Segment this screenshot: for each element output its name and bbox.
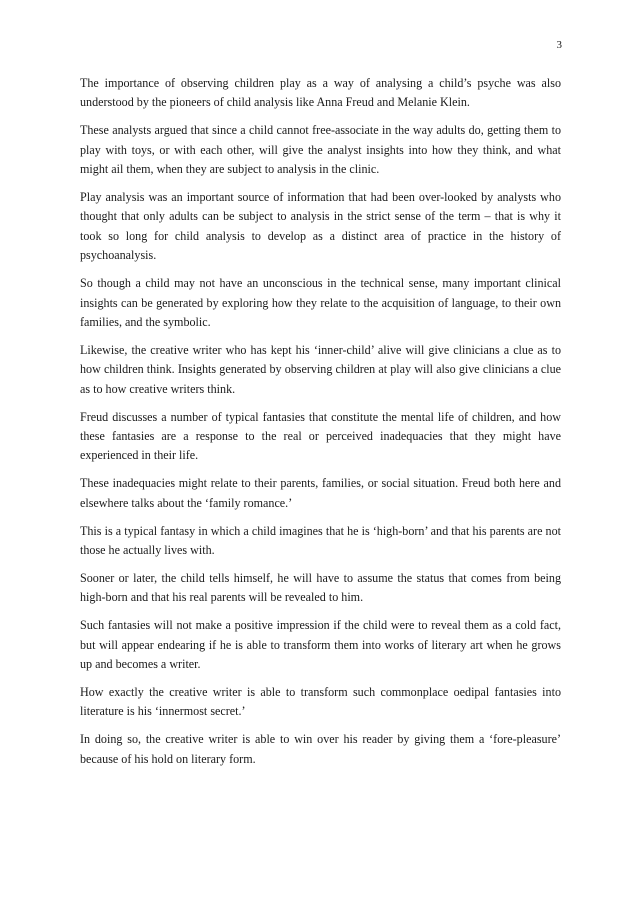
paragraph: This is a typical fantasy in which a child imagines that he is ‘high-born’ and that his parents are not those he actually lives with. xyxy=(80,523,561,558)
paragraph: So though a child may not have an unconscious in the technical sense, many important clinical insights can be generated by exploring how they relate to the acquisition of language, to their own families, and the symbolic. xyxy=(80,276,561,329)
page-number: 3 xyxy=(556,39,562,51)
paragraph: Freud discusses a number of typical fantasies that constitute the mental life of children, and how these fantasies are a response to the real or perceived inadequacies that they might have experienced in their life. xyxy=(80,409,561,463)
paragraph: How exactly the creative writer is able to transform such commonplace oedipal fantasies into literature is his ‘innermost secret.’ xyxy=(80,684,561,719)
paragraph: These inadequacies might relate to their parents, families, or social situation. Freud both here and elsewhere talks about the ‘family romance.’ xyxy=(80,476,561,510)
paragraph: Sooner or later, the child tells himself, he will have to assume the status that comes from being high-born and that his real parents will be revealed to him. xyxy=(80,570,561,605)
paragraph: Likewise, the creative writer who has kept his ‘inner-child’ alive will give clinicians a clue as to how children think. Insights generated by observing children at play will also give clinicians a clue as to how creative writers think. xyxy=(80,342,561,396)
paragraph: Such fantasies will not make a positive impression if the child were to reveal them as a cold fact, but will appear endearing if he is able to transform them into works of literary art when he grows up and becomes a writer. xyxy=(80,618,561,672)
paragraph: In doing so, the creative writer is able to win over his reader by giving them a ‘fore-pleasure’ because of his hold on literary form. xyxy=(80,732,561,766)
paragraph: Play analysis was an important source of information that had been over-looked by analysts who thought that only adults can be subject to analysis in the strict sense of the term – that is why it took so long for child analysis to develop as a distinct area of practice in the history of psychoanalysis. xyxy=(80,190,561,263)
paragraph: These analysts argued that since a child cannot free-associate in the way adults do, getting them to play with toys, or with each other, will give the analyst insights into how they think, and what might ail them, when they are subject to analysis in the clinic. xyxy=(80,123,561,177)
paragraph: The importance of observing children play as a way of analysing a child’s psyche was also understood by the pioneers of child analysis like Anna Freud and Melanie Klein. xyxy=(80,76,561,110)
body-text xyxy=(80,74,561,778)
